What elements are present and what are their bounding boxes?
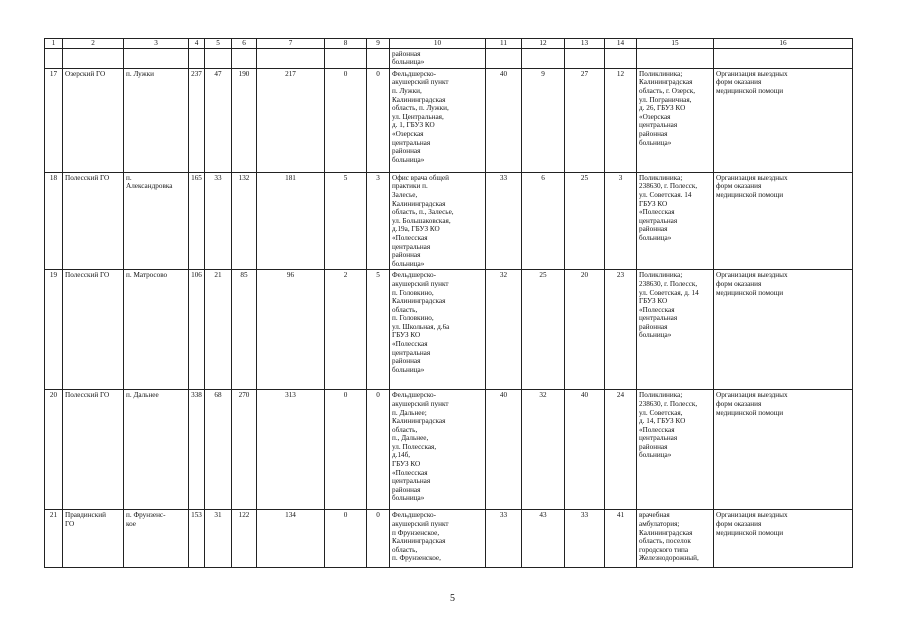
measures-cell: Организация выездных форм оказания медицинской помощи [714,270,853,390]
column-header: 4 [189,39,205,49]
measures-cell: Организация выездных форм оказания медицинской помощи [714,172,853,270]
value-cell: 134 [257,510,325,568]
value-cell: 5 [325,172,367,270]
column-header: 16 [714,39,853,49]
value-cell: 3 [605,172,637,270]
continuation-text: районная больница» [390,48,486,68]
clinic-cell: врачебная амбулатория; Калининградская область, поселок городского типа Железнодорожный, [637,510,714,568]
value-cell: 21 [205,270,232,390]
settlement-cell: п. Матросово [124,270,189,390]
value-cell: 106 [189,270,205,390]
column-header: 9 [367,39,390,49]
clinic-cell: Поликлиника; 238630, г. Полесск, ул. Советская, д. 14, ГБУЗ КО «Полесская центральная районная больница» [637,390,714,510]
column-header: 3 [124,39,189,49]
facility-cell: Фельдшерско- акушерский пункт п Фрунзенское, Калининградская область, п. Фрунзенское, [390,510,486,568]
value-cell: 6 [522,172,565,270]
value-cell: 68 [205,390,232,510]
table-row [45,390,853,510]
value-cell: 3 [367,172,390,270]
table-row [45,172,853,270]
facility-cell: Фельдшерско- акушерский пункт п. Дальнее; Калининградская область, п., Дальнее, ул. Полесская, д.14б, ГБУЗ КО «Полесская центральная районная больница» [390,390,486,510]
column-header: 5 [205,39,232,49]
row-number: 19 [45,270,63,390]
value-cell: 165 [189,172,205,270]
value-cell: 0 [325,510,367,568]
value-cell: 40 [486,390,522,510]
row-number: 20 [45,390,63,510]
column-header: 10 [390,39,486,49]
value-cell: 47 [205,68,232,172]
settlement-cell: п. Фрунзенс- кое [124,510,189,568]
column-header: 15 [637,39,714,49]
value-cell: 132 [232,172,257,270]
settlement-cell: п. Лужки [124,68,189,172]
value-cell: 338 [189,390,205,510]
clinic-cell: Поликлиника; 238630, г. Полесск, ул. Советская, д. 14 ГБУЗ КО «Полесская центральная районная больница» [637,270,714,390]
settlement-cell: п. Дальнее [124,390,189,510]
value-cell: 27 [565,68,605,172]
facility-cell: Офис врача общей практики п. Залесье, Калининградская область, п., Залесье, ул. Большаковская, д.19а, ГБУЗ КО «Полесская центральная районная больница» [390,172,486,270]
value-cell: 12 [605,68,637,172]
value-cell: 0 [325,68,367,172]
value-cell: 23 [605,270,637,390]
column-number-row [45,39,853,49]
value-cell: 85 [232,270,257,390]
table-row [45,270,853,390]
column-header: 1 [45,39,63,49]
value-cell: 32 [486,270,522,390]
table-row [45,510,853,568]
facility-cell: Фельдшерско- акушерский пункт п. Лужки, Калининградская область, п. Лужки, ул. Центральная, д. 1, ГБУЗ КО «Озерская центральная районная больница» [390,68,486,172]
value-cell: 190 [232,68,257,172]
value-cell: 31 [205,510,232,568]
value-cell: 24 [605,390,637,510]
continuation-row [45,48,853,68]
value-cell: 9 [522,68,565,172]
clinic-cell: Поликлиника; 238630, г. Полесск, ул. Советская. 14 ГБУЗ КО «Полесская центральная районная больница» [637,172,714,270]
value-cell: 43 [522,510,565,568]
table-row [45,68,853,172]
column-header: 14 [605,39,637,49]
value-cell: 217 [257,68,325,172]
value-cell: 33 [486,172,522,270]
value-cell: 237 [189,68,205,172]
column-header: 11 [486,39,522,49]
district-cell: Полесский ГО [63,172,124,270]
district-cell: Полесский ГО [63,390,124,510]
column-header: 13 [565,39,605,49]
value-cell: 25 [565,172,605,270]
value-cell: 40 [486,68,522,172]
value-cell: 270 [232,390,257,510]
value-cell: 0 [325,390,367,510]
column-header: 7 [257,39,325,49]
row-number: 18 [45,172,63,270]
value-cell: 2 [325,270,367,390]
column-header: 6 [232,39,257,49]
value-cell: 41 [605,510,637,568]
district-cell: Правдинский ГО [63,510,124,568]
measures-cell: Организация выездных форм оказания медицинской помощи [714,510,853,568]
value-cell: 122 [232,510,257,568]
column-header: 8 [325,39,367,49]
page-number: 5 [450,593,455,604]
value-cell: 0 [367,510,390,568]
value-cell: 20 [565,270,605,390]
value-cell: 313 [257,390,325,510]
value-cell: 0 [367,390,390,510]
district-cell: Озерский ГО [63,68,124,172]
value-cell: 25 [522,270,565,390]
row-number: 17 [45,68,63,172]
data-table [44,38,853,568]
value-cell: 40 [565,390,605,510]
value-cell: 33 [205,172,232,270]
measures-cell: Организация выездных форм оказания медицинской помощи [714,390,853,510]
value-cell: 181 [257,172,325,270]
measures-cell: Организация выездных форм оказания медицинской помощи [714,68,853,172]
column-header: 2 [63,39,124,49]
value-cell: 5 [367,270,390,390]
settlement-cell: п. Александровка [124,172,189,270]
value-cell: 153 [189,510,205,568]
value-cell: 32 [522,390,565,510]
facility-cell: Фельдшерско- акушерский пункт п. Головкино, Калининградская область, п. Головкино, ул. Школьная, д.6а ГБУЗ КО «Полесская центральная районная больница» [390,270,486,390]
value-cell: 33 [565,510,605,568]
row-number: 21 [45,510,63,568]
district-cell: Полесский ГО [63,270,124,390]
value-cell: 33 [486,510,522,568]
clinic-cell: Поликлиника; Калининградская область, г. Озерск, ул. Пограничная, д. 26, ГБУЗ КО «Озерская центральная районная больница» [637,68,714,172]
value-cell: 0 [367,68,390,172]
column-header: 12 [522,39,565,49]
value-cell: 96 [257,270,325,390]
